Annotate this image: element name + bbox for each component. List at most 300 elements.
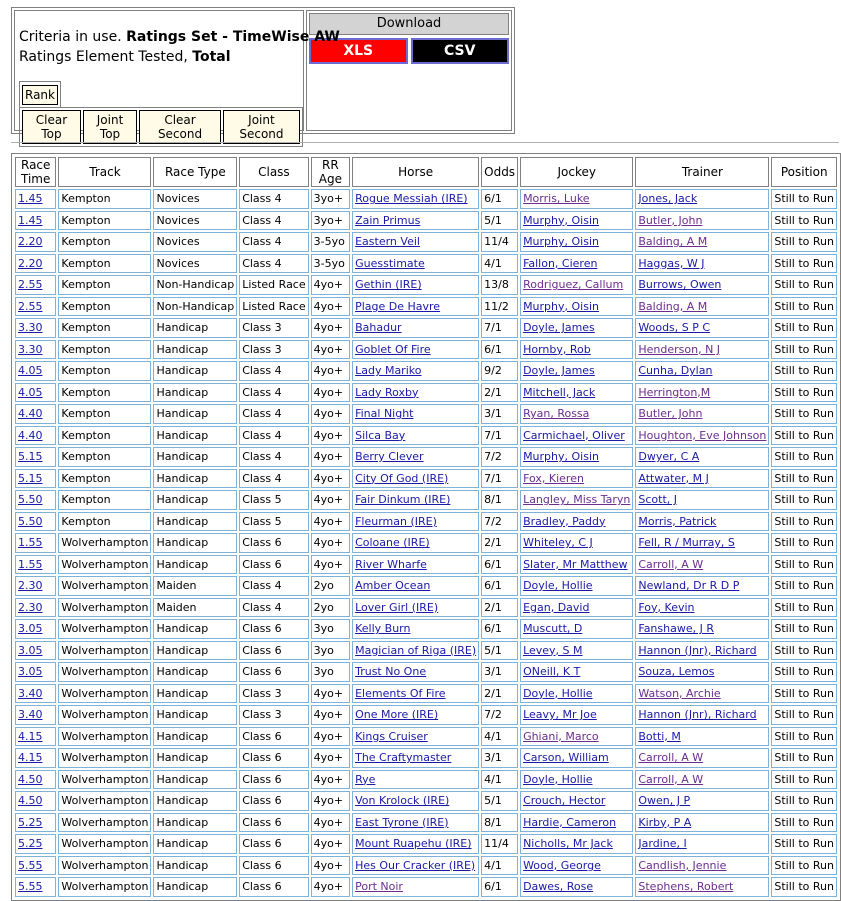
- race-time-link[interactable]: 5.25: [18, 837, 43, 851]
- position-cell: Still to Run: [771, 748, 837, 768]
- trainer-cell: [635, 361, 769, 381]
- position-cell: Still to Run: [771, 211, 837, 231]
- race-time-link[interactable]: 2.20: [18, 235, 43, 249]
- race-time-link[interactable]: 3.30: [18, 321, 43, 335]
- jockey-cell: [520, 576, 633, 596]
- race-time-link[interactable]: 5.55: [18, 858, 43, 872]
- position-cell: Still to Run: [771, 727, 837, 747]
- position-cell: Still to Run: [771, 447, 837, 467]
- trainer-link[interactable]: Houghton, Eve Johnson: [638, 428, 767, 442]
- trainer-link[interactable]: Hannon (Jnr), Richard: [638, 643, 757, 657]
- horse-link[interactable]: Rye: [355, 772, 376, 786]
- trainer-link[interactable]: Herrington,M: [638, 385, 711, 399]
- class-cell: Class 3: [239, 318, 308, 338]
- odds-cell: 7/1: [481, 426, 518, 446]
- race-time-link[interactable]: 3.40: [18, 686, 43, 700]
- odds-cell: 8/1: [481, 813, 518, 833]
- rr-age-cell: 4yo+: [311, 490, 350, 510]
- race-time-cell: [15, 318, 56, 338]
- trainer-link[interactable]: Candlish, Jennie: [638, 858, 727, 872]
- track-cell: Kempton: [58, 490, 151, 510]
- trainer-link[interactable]: Jones, Jack: [638, 192, 698, 206]
- jockey-link[interactable]: Slater, Mr Matthew: [523, 557, 628, 571]
- race-time-link[interactable]: 3.05: [18, 665, 43, 679]
- jockey-link[interactable]: Hardie, Cameron: [523, 815, 617, 829]
- jockey-cell: [520, 189, 633, 209]
- odds-cell: 8/1: [481, 490, 518, 510]
- header-odds: Odds: [481, 157, 518, 187]
- race-time-link[interactable]: 1.45: [18, 192, 43, 206]
- track-cell: Wolverhampton: [58, 533, 151, 553]
- horse-link[interactable]: The Craftymaster: [355, 751, 452, 765]
- horse-link[interactable]: Zain Primus: [355, 213, 421, 227]
- table-row: [15, 404, 837, 424]
- trainer-cell: [635, 748, 769, 768]
- rr-age-cell: 4yo+: [311, 834, 350, 854]
- header-race-time: Race Time: [15, 157, 56, 187]
- race-time-cell: [15, 447, 56, 467]
- race-time-cell: [15, 340, 56, 360]
- race-time-link[interactable]: 5.50: [18, 493, 43, 507]
- horse-link[interactable]: Final Night: [355, 407, 414, 421]
- horse-link[interactable]: Gethin (IRE): [355, 278, 422, 292]
- track-cell: Kempton: [58, 211, 151, 231]
- jockey-link[interactable]: Ghiani, Marco: [523, 729, 599, 743]
- trainer-link[interactable]: Souza, Lemos: [638, 665, 715, 679]
- position-cell: Still to Run: [771, 598, 837, 618]
- horse-cell: [352, 662, 479, 682]
- horse-cell: [352, 748, 479, 768]
- race-type-cell: Handicap: [153, 684, 237, 704]
- trainer-link[interactable]: Butler, John: [638, 407, 703, 421]
- odds-cell: 7/1: [481, 318, 518, 338]
- trainer-link[interactable]: Jardine, I: [638, 837, 687, 851]
- race-time-link[interactable]: 4.15: [18, 751, 43, 765]
- jockey-cell: [520, 383, 633, 403]
- trainer-link[interactable]: Kirby, P A: [638, 815, 692, 829]
- race-time-link[interactable]: 2.55: [18, 278, 43, 292]
- horse-link[interactable]: Mount Ruapehu (IRE): [355, 837, 472, 851]
- jockey-link[interactable]: Egan, David: [523, 600, 590, 614]
- jockey-link[interactable]: Doyle, Hollie: [523, 579, 593, 593]
- horse-cell: [352, 447, 479, 467]
- odds-cell: 11/4: [481, 834, 518, 854]
- race-time-link[interactable]: 4.50: [18, 772, 43, 786]
- race-time-link[interactable]: 5.50: [18, 514, 43, 528]
- odds-cell: 2/1: [481, 383, 518, 403]
- rr-age-cell: 4yo+: [311, 426, 350, 446]
- table-row: [15, 598, 837, 618]
- jockey-link[interactable]: Murphy, Oisin: [523, 299, 599, 313]
- rr-age-cell: 2yo: [311, 598, 350, 618]
- horse-cell: [352, 705, 479, 725]
- track-cell: Wolverhampton: [58, 748, 151, 768]
- table-row: [15, 189, 837, 209]
- class-cell: Class 4: [239, 189, 308, 209]
- race-time-link[interactable]: 3.30: [18, 342, 43, 356]
- race-time-cell: [15, 361, 56, 381]
- race-time-link[interactable]: 2.30: [18, 600, 43, 614]
- trainer-link[interactable]: Balding, A M: [638, 299, 708, 313]
- trainer-cell: [635, 340, 769, 360]
- trainer-link[interactable]: Scott, J: [638, 493, 677, 507]
- rr-age-cell: 4yo+: [311, 705, 350, 725]
- clear-top-button[interactable]: Clear Top: [22, 110, 81, 144]
- jockey-link[interactable]: Leavy, Mr Joe: [523, 708, 597, 722]
- class-cell: Class 6: [239, 856, 308, 876]
- horse-link[interactable]: Coloane (IRE): [355, 536, 430, 550]
- race-time-link[interactable]: 5.25: [18, 815, 43, 829]
- trainer-cell: [635, 576, 769, 596]
- position-cell: Still to Run: [771, 684, 837, 704]
- csv-download-button[interactable]: CSV: [411, 38, 510, 64]
- odds-cell: 7/2: [481, 512, 518, 532]
- position-cell: Still to Run: [771, 877, 837, 897]
- trainer-cell: [635, 189, 769, 209]
- horse-link[interactable]: Lover Girl (IRE): [355, 600, 439, 614]
- table-row: [15, 705, 837, 725]
- jockey-link[interactable]: Carmichael, Oliver: [523, 428, 625, 442]
- horse-link[interactable]: Guesstimate: [355, 256, 425, 270]
- clear-second-button[interactable]: Clear Second: [139, 110, 221, 144]
- position-cell: Still to Run: [771, 318, 837, 338]
- trainer-cell: [635, 619, 769, 639]
- trainer-link[interactable]: Henderson, N J: [638, 342, 721, 356]
- trainer-link[interactable]: Owen, J P: [638, 794, 691, 808]
- table-row: [15, 877, 837, 897]
- trainer-link[interactable]: Watson, Archie: [638, 686, 721, 700]
- horse-link[interactable]: Port Noir: [355, 880, 403, 894]
- jockey-link[interactable]: Ryan, Rossa: [523, 407, 590, 421]
- race-type-cell: Handicap: [153, 447, 237, 467]
- trainer-link[interactable]: Butler, John: [638, 213, 703, 227]
- trainer-link[interactable]: Carroll, A W: [638, 772, 704, 786]
- jockey-link[interactable]: Morris, Luke: [523, 192, 590, 206]
- odds-cell: 3/1: [481, 662, 518, 682]
- trainer-link[interactable]: Morris, Patrick: [638, 514, 717, 528]
- trainer-link[interactable]: Haggas, W J: [638, 256, 705, 270]
- track-cell: Kempton: [58, 426, 151, 446]
- criteria-line: [19, 29, 340, 45]
- race-type-cell: Handicap: [153, 490, 237, 510]
- jockey-link[interactable]: Levey, S M: [523, 643, 583, 657]
- horse-link[interactable]: Bahadur: [355, 321, 402, 335]
- jockey-link[interactable]: ONeill, K T: [523, 665, 581, 679]
- trainer-cell: [635, 641, 769, 661]
- race-time-cell: [15, 383, 56, 403]
- horse-cell: [352, 297, 479, 317]
- race-type-cell: Handicap: [153, 727, 237, 747]
- jockey-cell: [520, 361, 633, 381]
- trainer-cell: [635, 426, 769, 446]
- trainer-cell: [635, 297, 769, 317]
- table-row: [15, 469, 837, 489]
- horse-link[interactable]: Silca Bay: [355, 428, 406, 442]
- track-cell: Wolverhampton: [58, 727, 151, 747]
- rr-age-cell: 4yo+: [311, 856, 350, 876]
- track-cell: Wolverhampton: [58, 813, 151, 833]
- jockey-link[interactable]: Murphy, Oisin: [523, 213, 599, 227]
- jockey-link[interactable]: Doyle, Hollie: [523, 772, 593, 786]
- race-time-cell: [15, 512, 56, 532]
- jockey-link[interactable]: Mitchell, Jack: [523, 385, 596, 399]
- rr-age-cell: 4yo+: [311, 533, 350, 553]
- odds-cell: 6/1: [481, 555, 518, 575]
- rr-age-cell: 4yo+: [311, 275, 350, 295]
- race-time-cell: [15, 877, 56, 897]
- table-row: [15, 361, 837, 381]
- horse-link[interactable]: Plage De Havre: [355, 299, 441, 313]
- race-time-link[interactable]: 4.05: [18, 385, 43, 399]
- odds-cell: 7/2: [481, 705, 518, 725]
- jockey-cell: [520, 512, 633, 532]
- jockey-link[interactable]: Muscutt, D: [523, 622, 583, 636]
- table-row: [15, 555, 837, 575]
- jockey-cell: [520, 619, 633, 639]
- position-cell: Still to Run: [771, 834, 837, 854]
- jockey-cell: [520, 469, 633, 489]
- rr-age-cell: 4yo+: [311, 727, 350, 747]
- jockey-link[interactable]: Fallon, Cieren: [523, 256, 598, 270]
- track-cell: Kempton: [58, 318, 151, 338]
- horse-link[interactable]: Berry Clever: [355, 450, 424, 464]
- trainer-cell: [635, 791, 769, 811]
- class-cell: Class 6: [239, 877, 308, 897]
- race-time-link[interactable]: 1.45: [18, 213, 43, 227]
- trainer-link[interactable]: Attwater, M J: [638, 471, 709, 485]
- jockey-link[interactable]: Murphy, Oisin: [523, 235, 599, 249]
- horse-link[interactable]: Fair Dinkum (IRE): [355, 493, 451, 507]
- track-cell: Wolverhampton: [58, 684, 151, 704]
- position-cell: Still to Run: [771, 813, 837, 833]
- odds-cell: 7/2: [481, 447, 518, 467]
- race-time-link[interactable]: 3.40: [18, 708, 43, 722]
- class-cell: Class 4: [239, 232, 308, 252]
- jockey-link[interactable]: Fox, Kieren: [523, 471, 584, 485]
- jockey-link[interactable]: Nicholls, Mr Jack: [523, 837, 613, 851]
- trainer-link[interactable]: Carroll, A W: [638, 557, 704, 571]
- trainer-cell: [635, 856, 769, 876]
- horse-link[interactable]: Rogue Messiah (IRE): [355, 192, 468, 206]
- jockey-link[interactable]: Doyle, James: [523, 321, 595, 335]
- race-time-link[interactable]: 5.55: [18, 880, 43, 894]
- horse-link[interactable]: Fleurman (IRE): [355, 514, 437, 528]
- odds-cell: 6/1: [481, 877, 518, 897]
- horse-link[interactable]: Hes Our Cracker (IRE): [355, 858, 476, 872]
- rr-age-cell: 4yo+: [311, 361, 350, 381]
- trainer-link[interactable]: Foy, Kevin: [638, 600, 695, 614]
- race-time-link[interactable]: 3.05: [18, 622, 43, 636]
- horse-cell: [352, 404, 479, 424]
- table-row: [15, 533, 837, 553]
- race-type-cell: Handicap: [153, 469, 237, 489]
- rr-age-cell: 4yo+: [311, 791, 350, 811]
- trainer-link[interactable]: Newland, Dr R D P: [638, 579, 740, 593]
- race-time-link[interactable]: 3.05: [18, 643, 43, 657]
- odds-cell: 2/1: [481, 598, 518, 618]
- rr-age-cell: 4yo+: [311, 469, 350, 489]
- trainer-cell: [635, 533, 769, 553]
- track-cell: Wolverhampton: [58, 576, 151, 596]
- horse-link[interactable]: City Of God (IRE): [355, 471, 449, 485]
- joint-top-button[interactable]: Joint Top: [83, 110, 137, 144]
- race-time-link[interactable]: 5.15: [18, 471, 43, 485]
- trainer-link[interactable]: Fell, R / Murray, S: [638, 536, 735, 550]
- table-row: [15, 490, 837, 510]
- horse-link[interactable]: Lady Roxby: [355, 385, 419, 399]
- jockey-link[interactable]: Wood, George: [523, 858, 601, 872]
- horse-link[interactable]: Eastern Veil: [355, 235, 420, 249]
- class-cell: Class 4: [239, 598, 308, 618]
- trainer-link[interactable]: Balding, A M: [638, 235, 708, 249]
- horse-cell: [352, 469, 479, 489]
- position-cell: Still to Run: [771, 361, 837, 381]
- trainer-cell: [635, 275, 769, 295]
- horse-link[interactable]: Kelly Burn: [355, 622, 411, 636]
- rr-age-cell: 3-5yo: [311, 232, 350, 252]
- class-cell: Class 4: [239, 211, 308, 231]
- position-cell: Still to Run: [771, 297, 837, 317]
- jockey-link[interactable]: Doyle, James: [523, 364, 595, 378]
- race-time-cell: [15, 641, 56, 661]
- race-type-cell: Handicap: [153, 512, 237, 532]
- race-time-link[interactable]: 5.15: [18, 450, 43, 464]
- jockey-link[interactable]: Crouch, Hector: [523, 794, 606, 808]
- race-time-link[interactable]: 2.55: [18, 299, 43, 313]
- race-time-link[interactable]: 1.55: [18, 536, 43, 550]
- horse-link[interactable]: River Wharfe: [355, 557, 427, 571]
- horse-cell: [352, 856, 479, 876]
- jockey-link[interactable]: Doyle, Hollie: [523, 686, 593, 700]
- race-time-link[interactable]: 2.30: [18, 579, 43, 593]
- trainer-link[interactable]: Burrows, Owen: [638, 278, 722, 292]
- table-row: [15, 834, 837, 854]
- horse-cell: [352, 232, 479, 252]
- horse-link[interactable]: Kings Cruiser: [355, 729, 428, 743]
- table-row: [15, 619, 837, 639]
- horse-cell: [352, 490, 479, 510]
- trainer-cell: [635, 834, 769, 854]
- odds-cell: 7/1: [481, 469, 518, 489]
- race-time-link[interactable]: 4.40: [18, 407, 43, 421]
- race-time-link[interactable]: 4.50: [18, 794, 43, 808]
- horse-link[interactable]: Lady Mariko: [355, 364, 422, 378]
- jockey-link[interactable]: Langley, Miss Taryn: [523, 493, 631, 507]
- horse-link[interactable]: Von Krolock (IRE): [355, 794, 450, 808]
- jockey-cell: [520, 598, 633, 618]
- rr-age-cell: 3yo: [311, 619, 350, 639]
- download-title: Download: [309, 13, 509, 35]
- race-time-cell: [15, 598, 56, 618]
- track-cell: Kempton: [58, 189, 151, 209]
- jockey-cell: [520, 791, 633, 811]
- race-time-link[interactable]: 2.20: [18, 256, 43, 270]
- class-cell: Class 6: [239, 770, 308, 790]
- horse-link[interactable]: Elements Of Fire: [355, 686, 446, 700]
- trainer-link[interactable]: Dwyer, C A: [638, 450, 700, 464]
- jockey-cell: [520, 426, 633, 446]
- race-time-cell: [15, 619, 56, 639]
- race-type-cell: Novices: [153, 211, 237, 231]
- class-cell: Class 4: [239, 361, 308, 381]
- jockey-link[interactable]: Bradley, Paddy: [523, 514, 606, 528]
- class-cell: Class 6: [239, 662, 308, 682]
- trainer-link[interactable]: Stephens, Robert: [638, 880, 734, 894]
- horse-link[interactable]: Amber Ocean: [355, 579, 431, 593]
- rr-age-cell: 3yo: [311, 662, 350, 682]
- trainer-link[interactable]: Carroll, A W: [638, 751, 704, 765]
- position-cell: Still to Run: [771, 383, 837, 403]
- track-cell: Kempton: [58, 383, 151, 403]
- xls-download-button[interactable]: XLS: [309, 38, 408, 64]
- jockey-link[interactable]: Rodriguez, Callum: [523, 278, 624, 292]
- jockey-link[interactable]: Hornby, Rob: [523, 342, 591, 356]
- trainer-link[interactable]: Hannon (Jnr), Richard: [638, 708, 757, 722]
- track-cell: Wolverhampton: [58, 555, 151, 575]
- table-row: [15, 275, 837, 295]
- race-time-cell: [15, 576, 56, 596]
- trainer-link[interactable]: Cunha, Dylan: [638, 364, 713, 378]
- track-cell: Wolverhampton: [58, 834, 151, 854]
- trainer-cell: [635, 404, 769, 424]
- horse-link[interactable]: One More (IRE): [355, 708, 439, 722]
- class-cell: Class 6: [239, 813, 308, 833]
- jockey-cell: [520, 533, 633, 553]
- track-cell: Kempton: [58, 275, 151, 295]
- ratings-set: Ratings Set - TimeWise AW: [126, 29, 340, 45]
- track-cell: Kempton: [58, 340, 151, 360]
- horse-link[interactable]: Goblet Of Fire: [355, 342, 431, 356]
- position-cell: Still to Run: [771, 770, 837, 790]
- table-row: [15, 748, 837, 768]
- race-time-link[interactable]: 1.55: [18, 557, 43, 571]
- horse-link[interactable]: Magician of Riga (IRE): [355, 643, 477, 657]
- position-cell: Still to Run: [771, 490, 837, 510]
- criteria-prefix: Criteria in use.: [19, 29, 127, 45]
- race-time-cell: [15, 254, 56, 274]
- rr-age-cell: 3yo+: [311, 211, 350, 231]
- horse-link[interactable]: East Tyrone (IRE): [355, 815, 449, 829]
- jockey-cell: [520, 684, 633, 704]
- race-time-link[interactable]: 4.15: [18, 729, 43, 743]
- horse-cell: [352, 877, 479, 897]
- horse-cell: [352, 598, 479, 618]
- joint-second-button[interactable]: Joint Second: [223, 110, 300, 144]
- position-cell: Still to Run: [771, 555, 837, 575]
- race-time-link[interactable]: 4.05: [18, 364, 43, 378]
- race-type-cell: Handicap: [153, 834, 237, 854]
- class-cell: Class 6: [239, 748, 308, 768]
- race-type-cell: Handicap: [153, 426, 237, 446]
- jockey-link[interactable]: Whiteley, C J: [523, 536, 593, 550]
- jockey-link[interactable]: Murphy, Oisin: [523, 450, 599, 464]
- trainer-link[interactable]: Fanshawe, J R: [638, 622, 714, 636]
- rank-button[interactable]: Rank: [22, 85, 58, 105]
- trainer-link[interactable]: Botti, M: [638, 729, 681, 743]
- jockey-link[interactable]: Dawes, Rose: [523, 880, 594, 894]
- table-row: [15, 383, 837, 403]
- race-time-link[interactable]: 4.40: [18, 428, 43, 442]
- horse-link[interactable]: Trust No One: [355, 665, 427, 679]
- class-cell: Class 4: [239, 426, 308, 446]
- jockey-link[interactable]: Carson, William: [523, 751, 609, 765]
- trainer-link[interactable]: Woods, S P C: [638, 321, 711, 335]
- table-row: [15, 791, 837, 811]
- position-cell: Still to Run: [771, 469, 837, 489]
- track-cell: Wolverhampton: [58, 598, 151, 618]
- table-row: [15, 813, 837, 833]
- odds-cell: 3/1: [481, 404, 518, 424]
